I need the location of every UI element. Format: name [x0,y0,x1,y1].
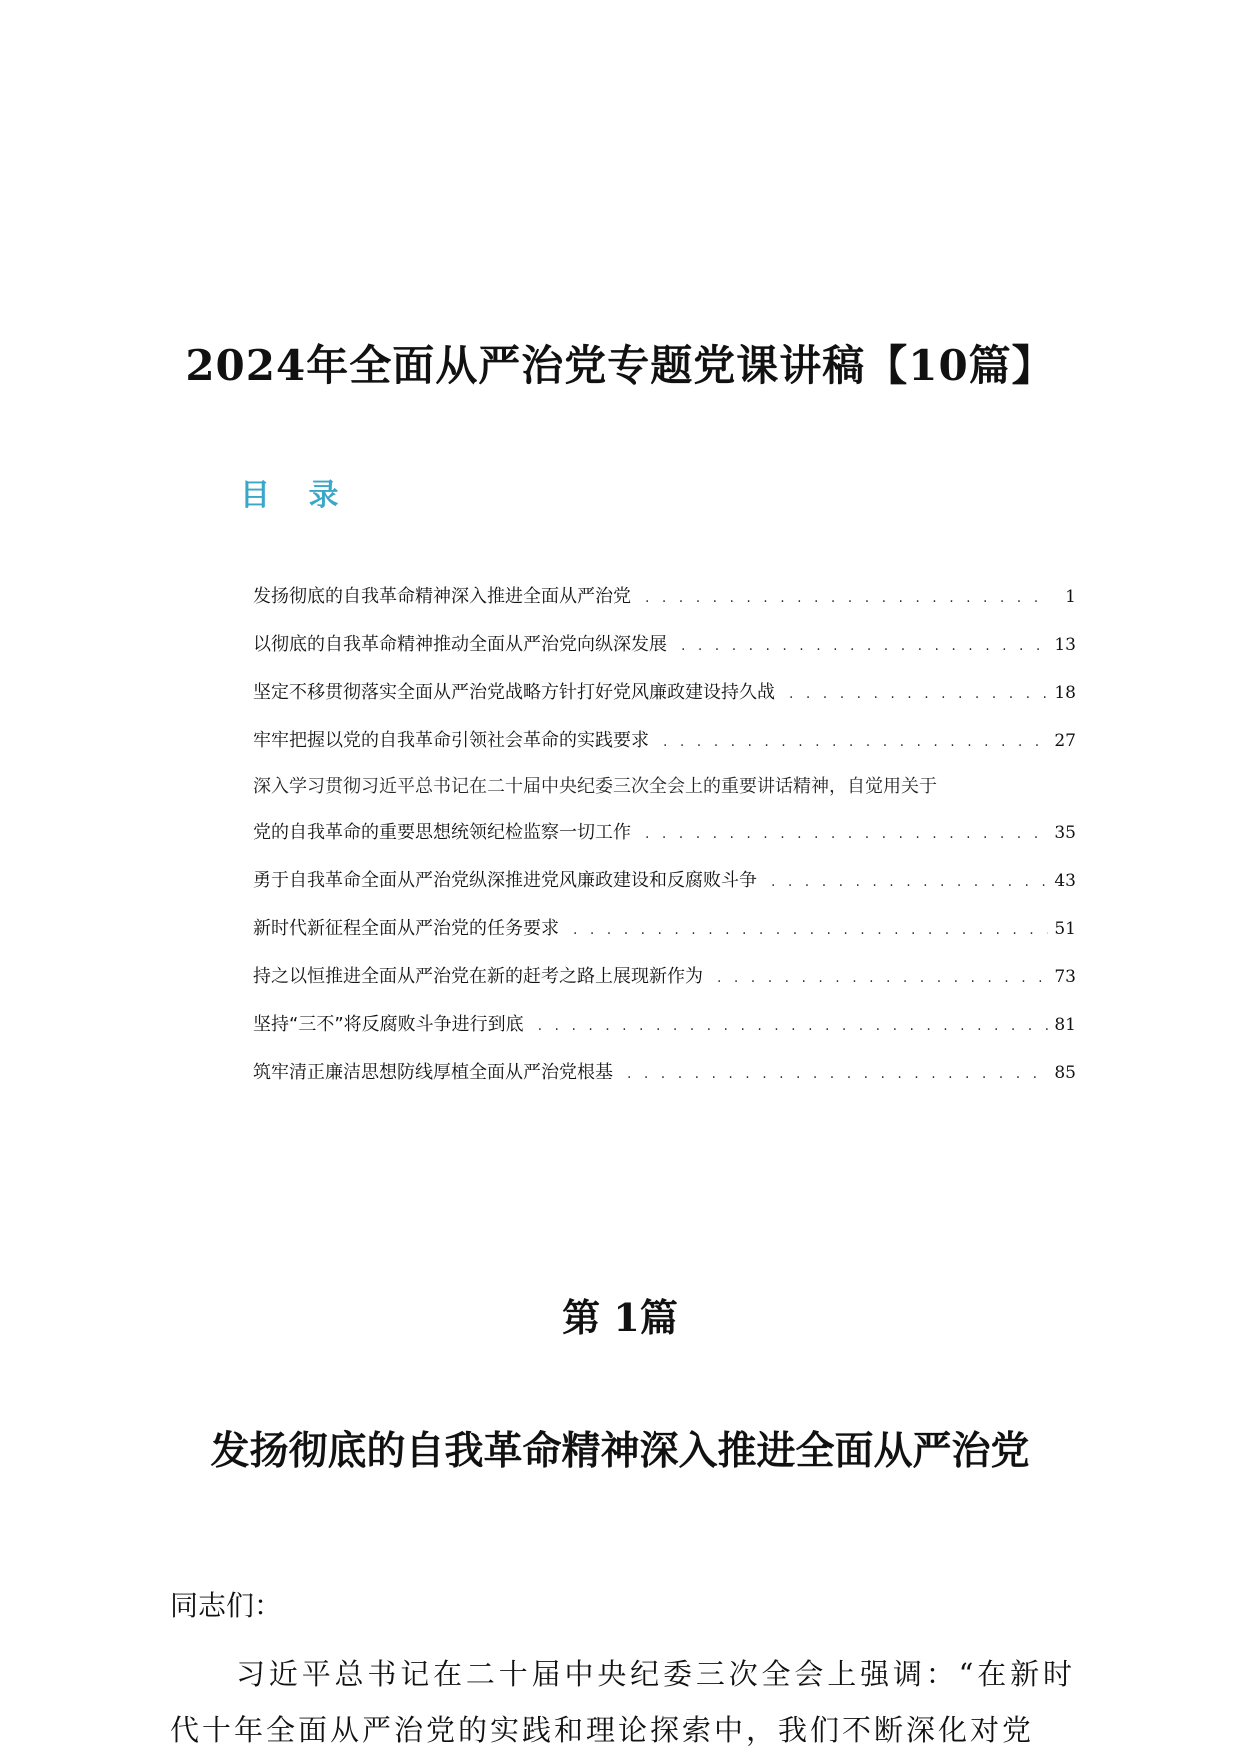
toc-entry-title: 持之以恒推进全面从严治党在新的赶考之路上展现新作为 [253,966,703,987]
toc-entry-page: 73 [1054,967,1076,987]
toc-entry[interactable] [253,621,1076,669]
document-title: 2024年全面从严治党专题党课讲稿【10篇】 [185,341,1055,390]
table-of-contents [253,573,1076,1097]
toc-leader-dots [573,906,1048,954]
toc-leader-dots [627,1050,1048,1098]
toc-entry-title-line1: 深入学习贯彻习近平总书记在二十届中央纪委三次全会上的重要讲话精神，自觉用关于 [253,776,937,797]
salutation: 同志们： [170,1589,283,1622]
toc-entry-title: 以彻底的自我革命精神推动全面从严治党向纵深发展 [253,634,667,655]
chapter-number: 第 1篇 [562,1295,678,1340]
toc-entry-page: 13 [1054,635,1076,655]
toc-entry-title: 发扬彻底的自我革命精神深入推进全面从严治党 [253,586,631,607]
toc-heading: 目 录 [240,478,353,513]
toc-entry-title: 筑牢清正廉洁思想防线厚植全面从严治党根基 [253,1062,613,1083]
toc-entry-page: 1 [1065,587,1076,607]
toc-leader-dots [789,670,1048,718]
toc-entry-title: 新时代新征程全面从严治党的任务要求 [253,918,559,939]
toc-leader-dots [717,954,1048,1002]
toc-entry-page: 18 [1054,683,1076,703]
toc-entry-page: 81 [1054,1015,1076,1035]
toc-entry[interactable] [253,573,1076,621]
toc-entry-title: 勇于自我革命全面从严治党纵深推进党风廉政建设和反腐败斗争 [253,870,757,891]
toc-leader-dots [663,718,1048,766]
toc-entry-page: 51 [1054,919,1076,939]
toc-entry-title: 坚持“三不”将反腐败斗争进行到底 [253,1014,524,1035]
toc-entry[interactable] [253,1049,1076,1097]
body-paragraph: 习近平总书记在二十届中央纪委三次全会上强调：“在新时代十年全面从严治党的实践和理论探索中，我们不断深化对党 [170,1657,1075,1747]
toc-leader-dots [681,622,1048,670]
toc-entry[interactable] [253,717,1076,765]
toc-entry-page: 27 [1054,731,1076,751]
toc-entry[interactable] [253,857,1076,905]
toc-leader-dots [771,858,1048,906]
toc-entry-page: 85 [1054,1063,1076,1083]
toc-entry-title: 坚定不移贯彻落实全面从严治党战略方针打好党风廉政建设持久战 [253,682,775,703]
toc-entry[interactable] [253,669,1076,717]
toc-entry-title: 党的自我革命的重要思想统领纪检监察一切工作 [253,822,631,843]
toc-leader-dots [645,574,1050,622]
toc-entry[interactable] [253,953,1076,1001]
toc-entry-continued-line[interactable] [253,765,1076,809]
chapter-title: 发扬彻底的自我革命精神深入推进全面从严治党 [210,1428,1030,1474]
toc-entry-title: 牢牢把握以党的自我革命引领社会革命的实践要求 [253,730,649,751]
toc-entry[interactable] [253,1001,1076,1049]
toc-entry[interactable] [253,905,1076,953]
toc-entry-page: 35 [1054,823,1076,843]
toc-leader-dots [645,810,1048,858]
toc-leader-dots [538,1002,1049,1050]
toc-entry[interactable] [253,809,1076,857]
toc-entry-page: 43 [1054,871,1076,891]
